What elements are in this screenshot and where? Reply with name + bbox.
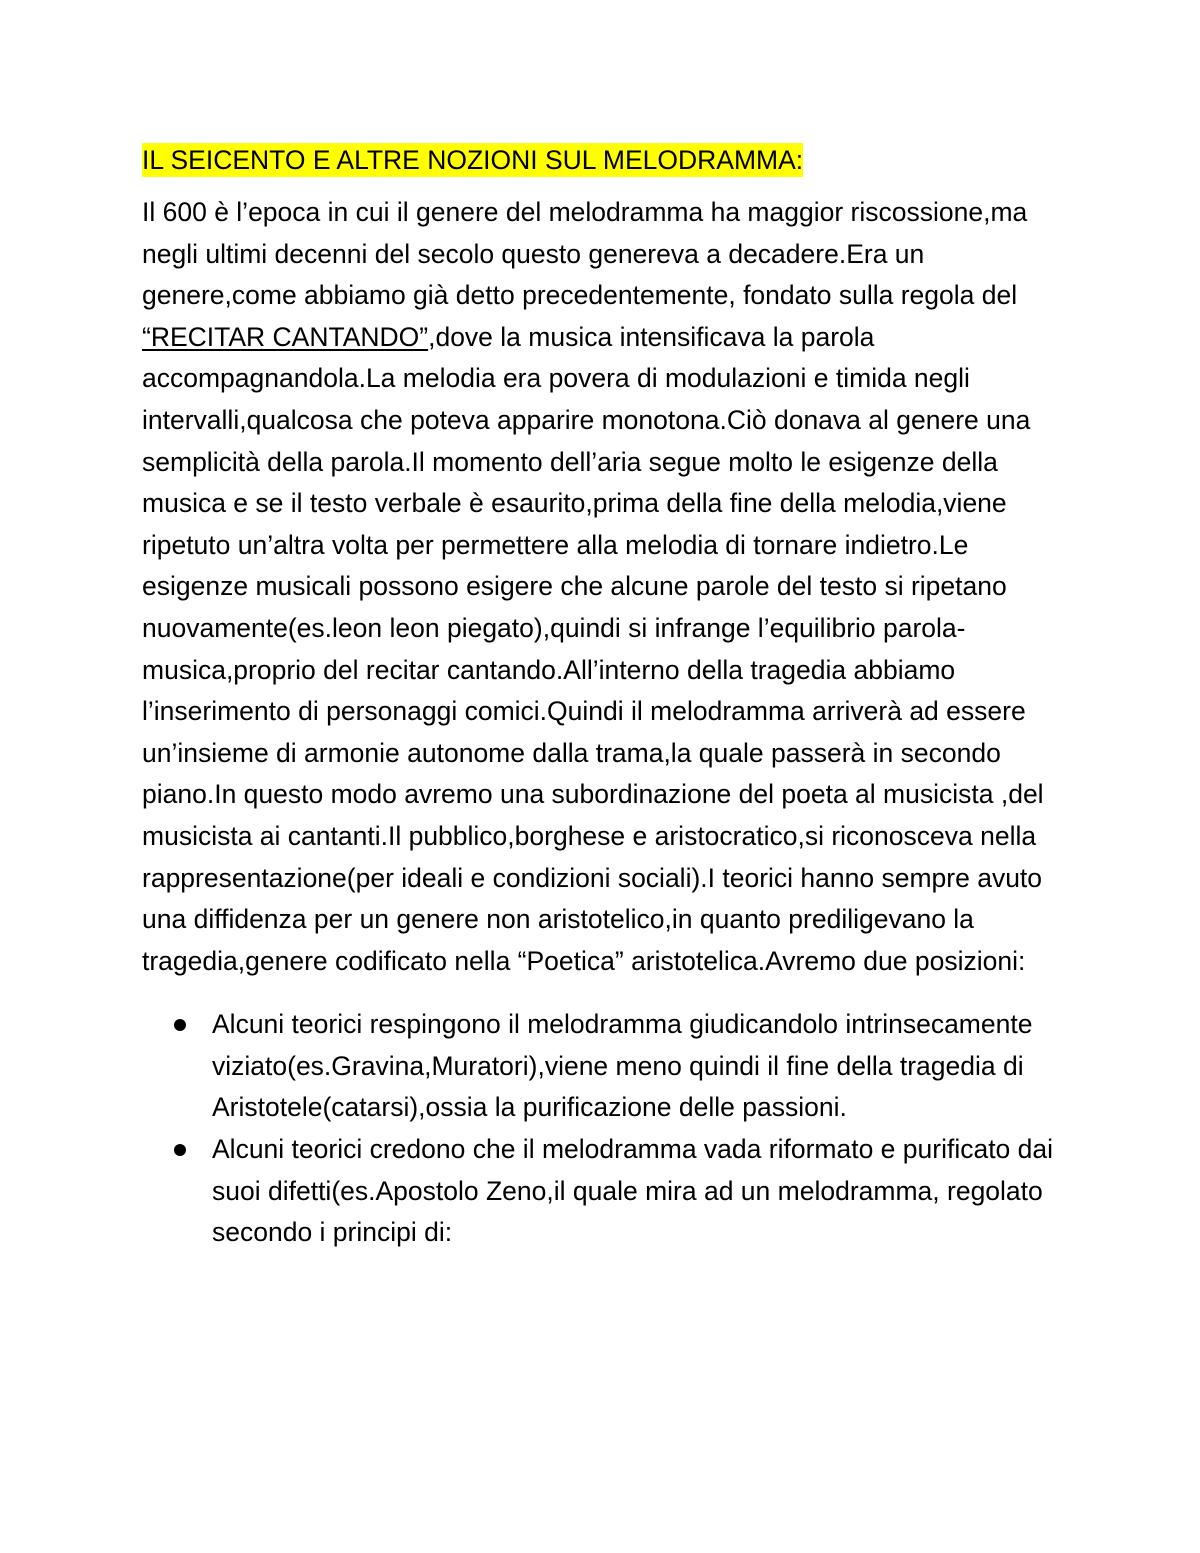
title-line — [142, 140, 1067, 180]
body-paragraph — [142, 192, 1067, 982]
list-item-text: Alcuni teorici credono che il melodramma vada riformato e purificato dai suoi difetti(es.Apostolo Zeno,il quale mira ad un melodramma, regolato secondo i principi di: — [212, 1134, 1054, 1248]
bullet-dot-icon — [174, 1019, 186, 1031]
list-item — [142, 1004, 1067, 1129]
document-page — [142, 140, 1067, 1254]
paragraph-part-2: ,dove la musica intensificava la parola accompagnandola.La melodia era povera di modulazioni e timida negli intervalli,qualcosa che poteva apparire monotona.Ciò donava al genere una semplicità della parola.Il momento dell’aria segue molto le esigenze della musica e se il testo verbale è esaurito,prima della fine della melodia,viene ripetuto un’altra volta per permettere alla melodia di tornare indietro.Le esigenze musicali possono esigere che alcune parole del testo si ripetano nuovamente(es.leon leon piegato),quindi si infrange l’equilibrio parola-musica,proprio del recitar cantando.All’interno della tragedia abbiamo l’inserimento di personaggi comici.Quindi il melodramma arriverà ad essere un’insieme di armonie autonome dalla trama,la quale passerà in secondo piano.In questo modo avremo una subordinazione del poeta al musicista ,del musicista ai cantanti.Il pubblico,borghese e aristocratico,si riconosceva nella rappresentazione(per ideali e condizioni sociali).I teorici hanno sempre avuto una diffidenza per un genere non aristotelico,in quanto prediligevano la tragedia,genere codificato nella “Poetica” aristotelica.Avremo due posizioni: — [142, 321, 1044, 976]
bullet-list — [142, 1004, 1067, 1254]
document-title: IL SEICENTO E ALTRE NOZIONI SUL MELODRAMMA: — [142, 145, 804, 175]
list-item — [142, 1129, 1067, 1254]
paragraph-part-1: Il 600 è l’epoca in cui il genere del melodramma ha maggior riscossione,ma negli ultimi decenni del secolo questo genereva a decadere.Era un genere,come abbiamo già detto precedentemente, fondato sulla regola del — [142, 197, 1028, 311]
recitar-cantando-underlined: “RECITAR CANTANDO” — [142, 321, 429, 352]
bullet-dot-icon — [174, 1144, 186, 1156]
list-item-text: Alcuni teorici respingono il melodramma giudicandolo intrinsecamente viziato(es.Gravina,Muratori),viene meno quindi il fine della tragedia di Aristotele(catarsi),ossia la purificazione delle passioni. — [212, 1009, 1033, 1123]
